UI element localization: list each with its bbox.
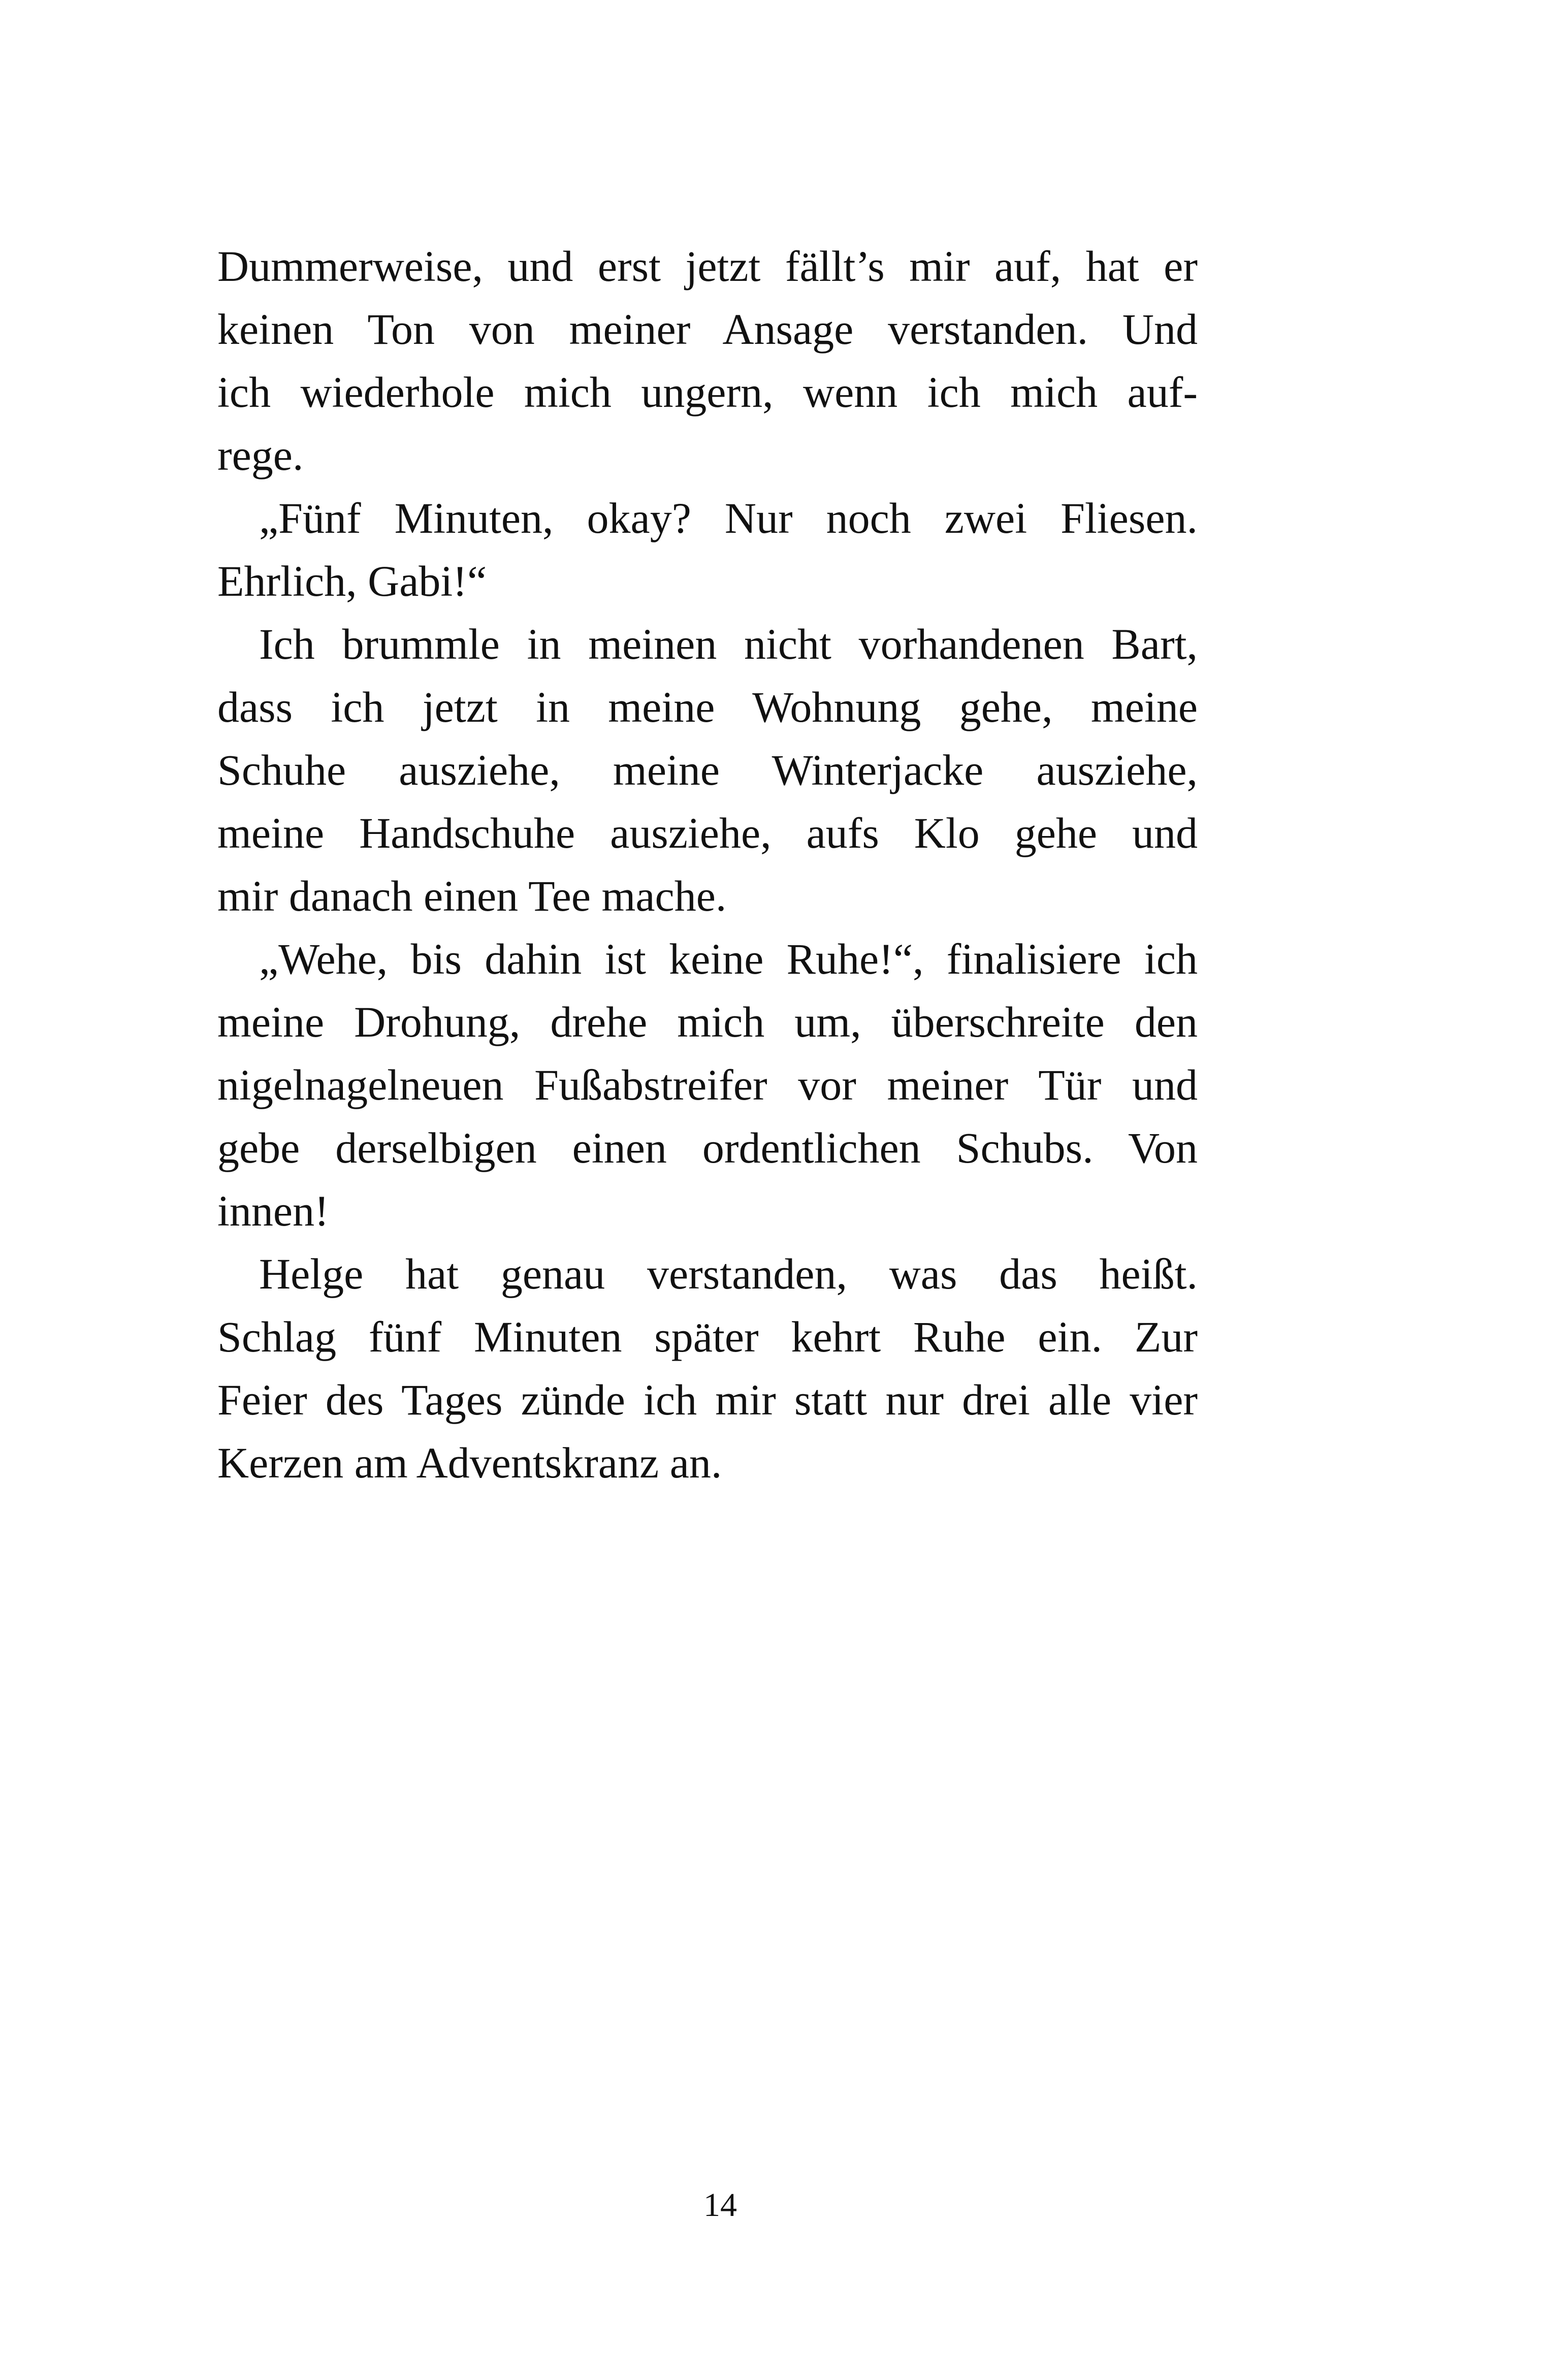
page-number: 14 — [703, 2186, 737, 2224]
text-line: nigelnagelneuen Fußabstreifer vor meiner Tür und — [217, 1060, 1198, 1109]
text-line: Schuhe ausziehe, meine Winterjacke ausziehe, — [217, 746, 1198, 794]
text-line: „Fünf Minuten, okay? Nur noch zwei Fliesen. — [259, 494, 1198, 542]
text-line: „Wehe, bis dahin ist keine Ruhe!“, finalisiere ich — [259, 935, 1198, 983]
text-line: Kerzen am Adventskranz an. — [217, 1438, 722, 1487]
text-line: Dummerweise, und erst jetzt fällt’s mir auf, hat er — [217, 242, 1198, 291]
text-line: meine Drohung, drehe mich um, überschreite den — [217, 998, 1198, 1046]
text-line: gebe derselbigen einen ordentlichen Schubs. Von — [217, 1123, 1198, 1172]
text-line: ich wiederhole mich ungern, wenn ich mich auf- — [217, 368, 1198, 416]
text-line: dass ich jetzt in meine Wohnung gehe, meine — [217, 683, 1198, 731]
text-line: Ich brummle in meinen nicht vorhandenen Bart, — [259, 620, 1198, 668]
text-line: innen! — [217, 1186, 329, 1235]
text-line: Schlag fünf Minuten später kehrt Ruhe ein. Zur — [217, 1312, 1198, 1361]
text-line: meine Handschuhe ausziehe, aufs Klo gehe und — [217, 809, 1198, 857]
text-line: Ehrlich, Gabi!“ — [217, 557, 487, 605]
text-line: mir danach einen Tee mache. — [217, 872, 727, 920]
text-line: Feier des Tages zünde ich mir statt nur drei alle vier — [217, 1375, 1198, 1424]
text-line: rege. — [217, 431, 304, 479]
text-line: Helge hat genau verstanden, was das heißt. — [259, 1249, 1198, 1298]
text-line: keinen Ton von meiner Ansage verstanden. Und — [217, 305, 1198, 353]
